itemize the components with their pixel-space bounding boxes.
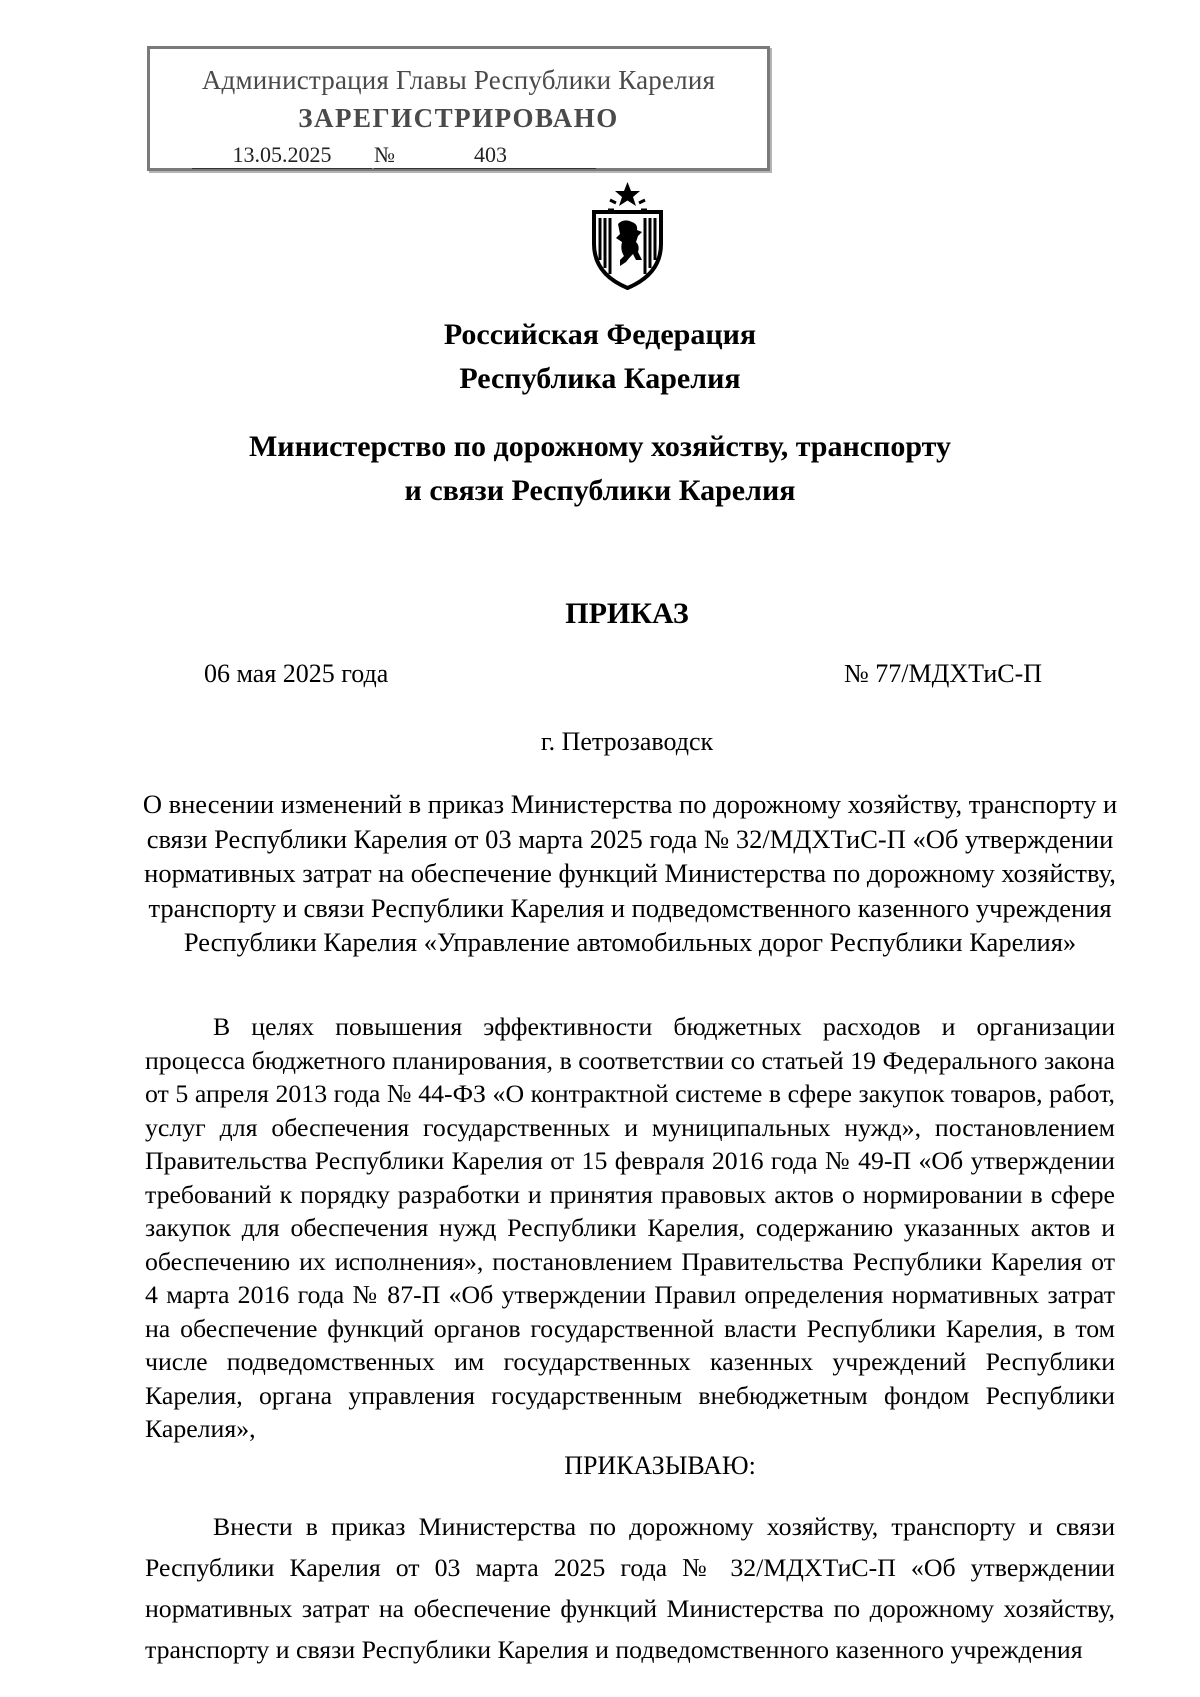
document-date: 06 мая 2025 года [204,659,389,688]
ministry-title-line-1: Министерство по дорожному хозяйству, транспорту [248,430,952,463]
document-basis-paragraph: В целях повышения эффективности бюджетных расходов и организации процесса бюджетного планирования, в соответствии со статьей 19 Федерального закона от 5 апреля 2013 года № 44-ФЗ «О контрактной системе в сфере закупок товаров, работ, услуг для обеспечения государственных и муниципальных нужд», постановлением Правительства Республики Карелия от 15 февраля 2016 года № 49-П «Об утверждении требований к порядку разработки и принятия правовых актов о нормировании в сфере закупок для обеспечения нужд Республики Карелия, содержанию указанных актов и обеспечению их исполнения», постановлением Правительства Республики Карелия от 4 марта 2016 года № 87-П «Об утверждении Правил определения нормативных затрат на обеспечение функций органов государственной власти Республики Карелия, в том числе подведомственных им государственных казенных учреждений Республики Карелия, органа управления государственным внебюджетным фондом Республики Карелия», [145,1012,1115,1443]
registration-stamp [147,46,770,171]
stamp-number: 403 [404,142,596,169]
karelia-coat-of-arms-icon [580,180,675,290]
stamp-status: ЗАРЕГИСТРИРОВАНО [298,103,619,133]
stamp-number-sign: № [374,142,404,169]
stamp-date: 13.05.2025 [192,142,372,169]
document-type: ПРИКАЗ [565,597,689,630]
orders-heading: ПРИКАЗЫВАЮ: [564,1451,756,1480]
country-title: Российская Федерация [443,318,757,351]
republic-title: Республика Карелия [459,362,741,395]
document-city: г. Петрозаводск [540,727,714,756]
stamp-registration-row [192,142,612,170]
order-paragraph: Внести в приказ Министерства по дорожному хозяйству, транспорту и связи Республики Карелия от 03 марта 2025 года № 32/МДХТиС-П «Об утверждении нормативных затрат на обеспечение функций Министерства по дорожному хозяйству, транспорту и связи Республики Карелия и подведомственного казенного учреждения [145,1512,1115,1664]
ministry-title-line-2: и связи Республики Карелия [404,474,796,507]
stamp-organization: Администрация Главы Республики Карелия [201,65,716,95]
document-subject: О внесении изменений в приказ Министерства по дорожному хозяйству, транспорту и связи Республики Карелия от 03 марта 2025 года № 32/МДХТиС-П «Об утверждении нормативных затрат на обеспечение функций Министерства по дорожному хозяйству, транспорту и связи Республики Карелия и подведомственного казенного учреждения Республики Карелия «Управление автомобильных дорог Республики Карелия» [142,789,1118,957]
document-number: № 77/МДХТиС-П [844,659,1043,688]
